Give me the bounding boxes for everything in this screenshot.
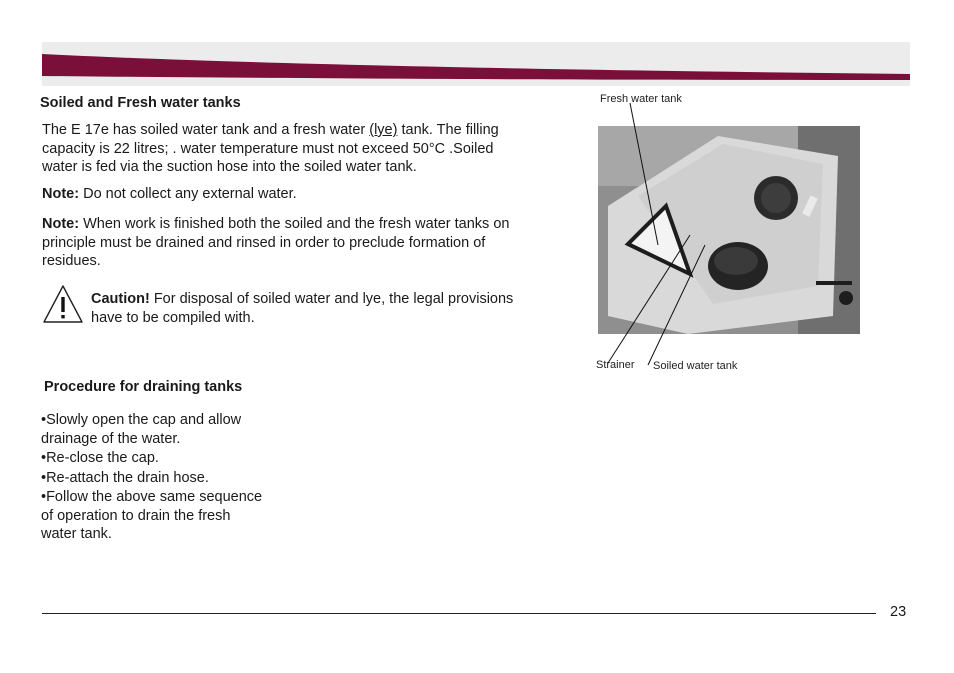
label-soiled-water-tank: Soiled water tank — [653, 360, 738, 372]
leader-lines — [590, 95, 720, 385]
list-item: •Re-attach the drain hose. — [41, 469, 209, 486]
section-title-tanks: Soiled and Fresh water tanks — [40, 95, 241, 111]
lye-term: (lye) — [369, 122, 398, 138]
note-drain-rinse: Note: When work is finished both the soiled and the fresh water tanks on principle must be drained and rinsed in order to preclude formation of residues. — [42, 216, 510, 269]
label-strainer: Strainer — [596, 359, 635, 371]
header-band — [42, 42, 910, 86]
note-external-water: Note: Do not collect any external water. — [42, 186, 297, 202]
label-fresh-water-tank: Fresh water tank — [600, 93, 682, 105]
list-item: •Follow the above same sequence of operation to drain the fresh water tank. — [41, 489, 263, 542]
page-number: 23 — [890, 604, 907, 620]
footer-divider — [42, 613, 876, 614]
procedure-list — [41, 411, 301, 544]
warning-triangle-icon — [42, 283, 84, 325]
section-title-procedure: Procedure for draining tanks — [44, 379, 243, 395]
list-item: •Slowly open the cap and allow drainage of the water. — [41, 412, 242, 447]
list-item: •Re-close the cap. — [41, 450, 159, 466]
intro-paragraph: The E 17e has soiled water tank and a fresh water (lye) tank. The filling capacity is 22 litres; . water temperature must not exceed 50°C .Soiled water is fed via the suction hose into the soiled water tank. — [42, 122, 499, 175]
caution-text: Caution! For disposal of soiled water and lye, the legal provisions have to be compiled with. — [91, 291, 514, 326]
